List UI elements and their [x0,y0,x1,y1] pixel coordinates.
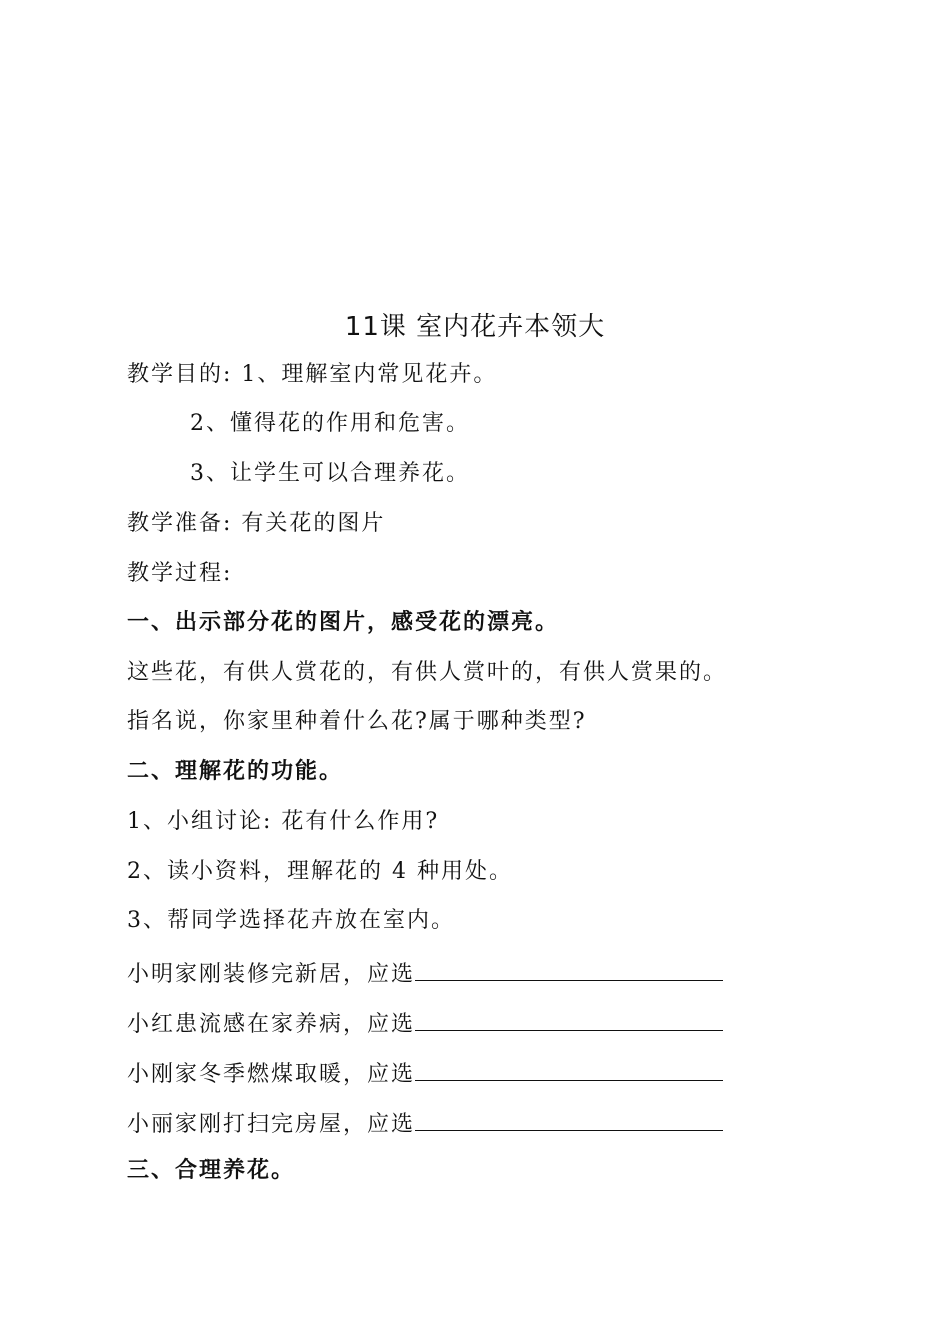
fill-in-row-1 [127,956,723,990]
objectives-label: 教学目的: [127,362,242,387]
objective-item-3: 3、让学生可以合理养花。 [190,461,470,486]
section2-item-3: 3、帮同学选择花卉放在室内。 [127,908,455,933]
section3-heading: 三、合理养花。 [127,1158,296,1183]
fill-in-row-4 [127,1106,723,1140]
section1-paragraph-1: 这些花，有供人赏花的，有供人赏叶的，有供人赏果的。 [127,660,728,685]
objectives-line-1 [127,360,497,390]
preparation-line: 教学准备: 有关花的图片 [127,511,386,536]
fill-in-prompt-1: 小明家刚装修完新居，应选 [127,962,416,987]
process-label: 教学过程: [127,561,233,586]
fill-in-row-2 [127,1006,723,1040]
section2-item-1: 1、小组讨论: 花有什么作用? [127,809,440,834]
section2-heading: 二、理解花的功能。 [127,759,344,784]
lesson-title: 11课 室内花卉本领大 [344,312,606,342]
objective-item-1: 1、理解室内常见花卉。 [241,362,498,387]
fill-in-blank-4[interactable] [415,1106,723,1131]
section1-paragraph-2: 指名说，你家里种着什么花?属于哪种类型? [127,709,587,734]
fill-in-prompt-2: 小红患流感在家养病，应选 [127,1012,416,1037]
fill-in-blank-2[interactable] [415,1006,723,1031]
section2-item-2: 2、读小资料，理解花的 4 种用处。 [127,859,513,884]
fill-in-row-3 [127,1056,723,1090]
fill-in-prompt-3: 小刚家冬季燃煤取暖，应选 [127,1062,416,1087]
section1-heading: 一、出示部分花的图片，感受花的漂亮。 [127,610,560,635]
fill-in-blank-1[interactable] [415,956,723,981]
fill-in-prompt-4: 小丽家刚打扫完房屋，应选 [127,1112,416,1137]
objective-item-2: 2、懂得花的作用和危害。 [190,411,470,436]
fill-in-blank-3[interactable] [415,1056,723,1081]
